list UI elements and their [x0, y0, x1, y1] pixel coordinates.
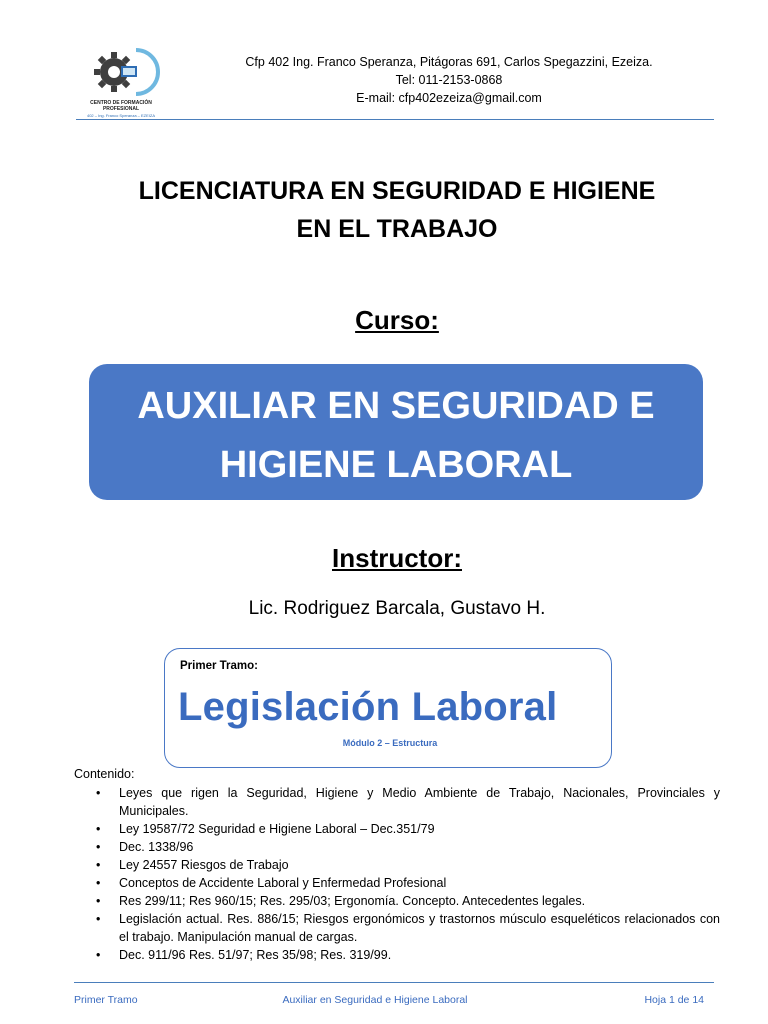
list-item-text: Dec. 911/96 Res. 51/97; Res 35/98; Res. 319/99.: [119, 948, 392, 962]
contents-label: Contenido:: [74, 767, 135, 781]
module-subtitle: Módulo 2 – Estructura: [342, 738, 438, 748]
list-item-text: Dec. 1338/96: [119, 840, 194, 854]
list-item-text: Conceptos de Accidente Laboral y Enfermedad Profesional: [119, 876, 447, 890]
course-name-line2: HIGIENE LABORAL: [219, 444, 573, 486]
bullet-icon: •: [96, 786, 101, 800]
list-item: [74, 874, 720, 892]
header-divider: [76, 119, 714, 120]
list-item: [74, 784, 720, 820]
bullet-icon: •: [96, 912, 101, 926]
tramo-title: Legislación Laboral: [178, 685, 558, 729]
course-heading: Curso:: [355, 305, 439, 335]
footer-center: Auxiliar en Seguridad e Higiene Laboral: [282, 994, 468, 1006]
bullet-icon: •: [96, 822, 101, 836]
list-item: [74, 910, 720, 946]
contact-phone: Tel: 011-2153-0868: [395, 73, 503, 87]
list-item: [74, 856, 720, 874]
list-item-text: Leyes que rigen la Seguridad, Higiene y Medio Ambiente de Trabajo, Nacionales, Provinciales y Municipales.: [119, 786, 720, 818]
bullet-icon: •: [96, 948, 101, 962]
tramo-label: Primer Tramo:: [180, 660, 258, 672]
document-title-line1: LICENCIATURA EN SEGURIDAD E HIGIENE: [138, 177, 656, 205]
footer-page-number: Hoja 1 de 14: [644, 994, 704, 1006]
list-item: [74, 820, 720, 838]
instructor-heading: Instructor:: [332, 543, 462, 573]
list-item-text: Res 299/11; Res 960/15; Res. 295/03; Ergonomía. Concepto. Antecedentes legales.: [119, 894, 586, 908]
logo-subcaption: 402 – Ing. Franco Speranza – EZEIZA: [86, 113, 156, 118]
instructor-name: Lic. Rodriguez Barcala, Gustavo H.: [248, 598, 546, 619]
list-item: [74, 892, 720, 910]
contact-address: Cfp 402 Ing. Franco Speranza, Pitágoras 691, Carlos Spegazzini, Ezeiza.: [245, 55, 653, 69]
footer-divider: [74, 982, 714, 983]
list-item: [74, 838, 720, 856]
contact-email: E-mail: cfp402ezeiza@gmail.com: [356, 91, 542, 105]
list-item-text: Ley 24557 Riesgos de Trabajo: [119, 858, 289, 872]
course-name-line1: AUXILIAR EN SEGURIDAD E: [137, 385, 655, 427]
list-item-text: Legislación actual. Res. 886/15; Riesgos ergonómicos y trastornos músculo esqueléticos relacionados con el trabajo. Manipulación manual de cargas.: [119, 912, 720, 944]
logo-caption: CENTRO DE FORMACIÓN PROFESIONAL: [90, 100, 152, 112]
bullet-icon: •: [96, 840, 101, 854]
bullet-icon: •: [96, 858, 101, 872]
footer-left: Primer Tramo: [74, 994, 138, 1006]
document-title-line2: EN EL TRABAJO: [296, 215, 498, 243]
bullet-icon: •: [96, 876, 101, 890]
bullet-icon: •: [96, 894, 101, 908]
list-item-text: Ley 19587/72 Seguridad e Higiene Laboral – Dec.351/79: [119, 822, 435, 836]
list-item: [74, 946, 720, 964]
contents-list: [74, 784, 720, 964]
